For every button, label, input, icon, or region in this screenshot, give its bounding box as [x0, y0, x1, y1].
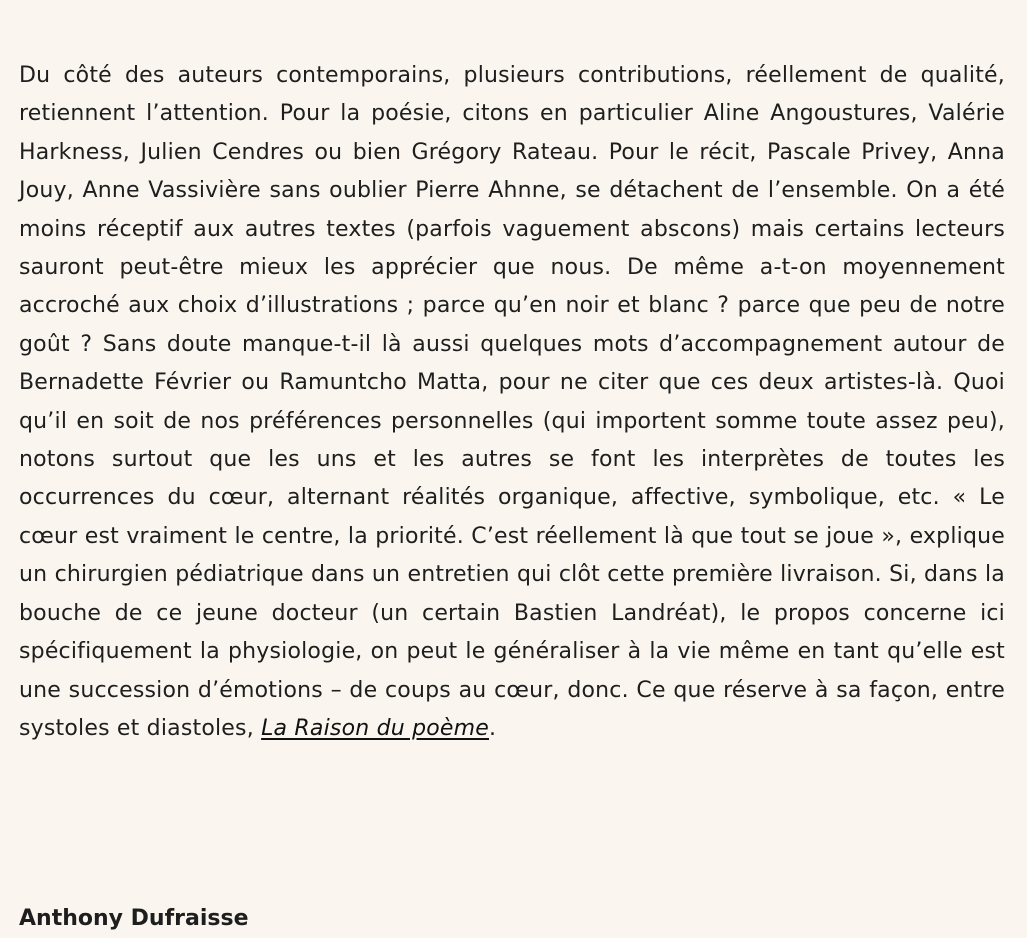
author-signature: Anthony Dufraisse — [19, 906, 249, 931]
book-title-link[interactable]: La Raison du poème — [261, 715, 489, 741]
paragraph-end: . — [489, 715, 497, 741]
article-body — [19, 57, 1005, 748]
review-paragraph — [19, 57, 1005, 748]
paragraph-text: Du côté des auteurs contemporains, plusieurs contributions, réellement de qualité, retiennent l’attention. Pour la poésie, citons en particulier Aline Angoustures, Valérie Harkness, Julien Cendres ou bien Grégory Rateau. Pour le récit, Pascale Privey, Anna Jouy, Anne Vassivière sans oublier Pierre Ahnne, se détachent de l’ensemble. On a été moins réceptif aux autres textes (parfois vaguement abscons) mais certains lecteurs sauront peut-être mieux les apprécier que nous. De même a-t-on moyennement accroché aux choix d’illustrations ; parce qu’en noir et blanc ? parce que peu de notre goût ? Sans doute manque-t-il là aussi quelques mots d’accompagnement autour de Bernadette Février ou Ramuntcho Matta, pour ne citer que ces deux artistes-là. Quoi qu’il en soit de nos préférences personnelles (qui importent somme toute assez peu), notons surtout que les uns et les autres se font les interprètes de toutes les occurrences du cœur, alternant réalités organique, affective, symbolique, etc. « Le cœur est vraiment le centre, la priorité. C’est réellement là que tout se joue », explique un chirurgien pédiatrique dans un entretien qui clôt cette première livraison. Si, dans la bouche de ce jeune docteur (un certain Bastien Landréat), le propos concerne ici spécifiquement la physiologie, on peut le généraliser à la vie même en tant qu’elle est une succession d’émotions – de coups au cœur, donc. Ce que réserve à sa façon, entre systoles et diastoles, — [19, 63, 1005, 741]
